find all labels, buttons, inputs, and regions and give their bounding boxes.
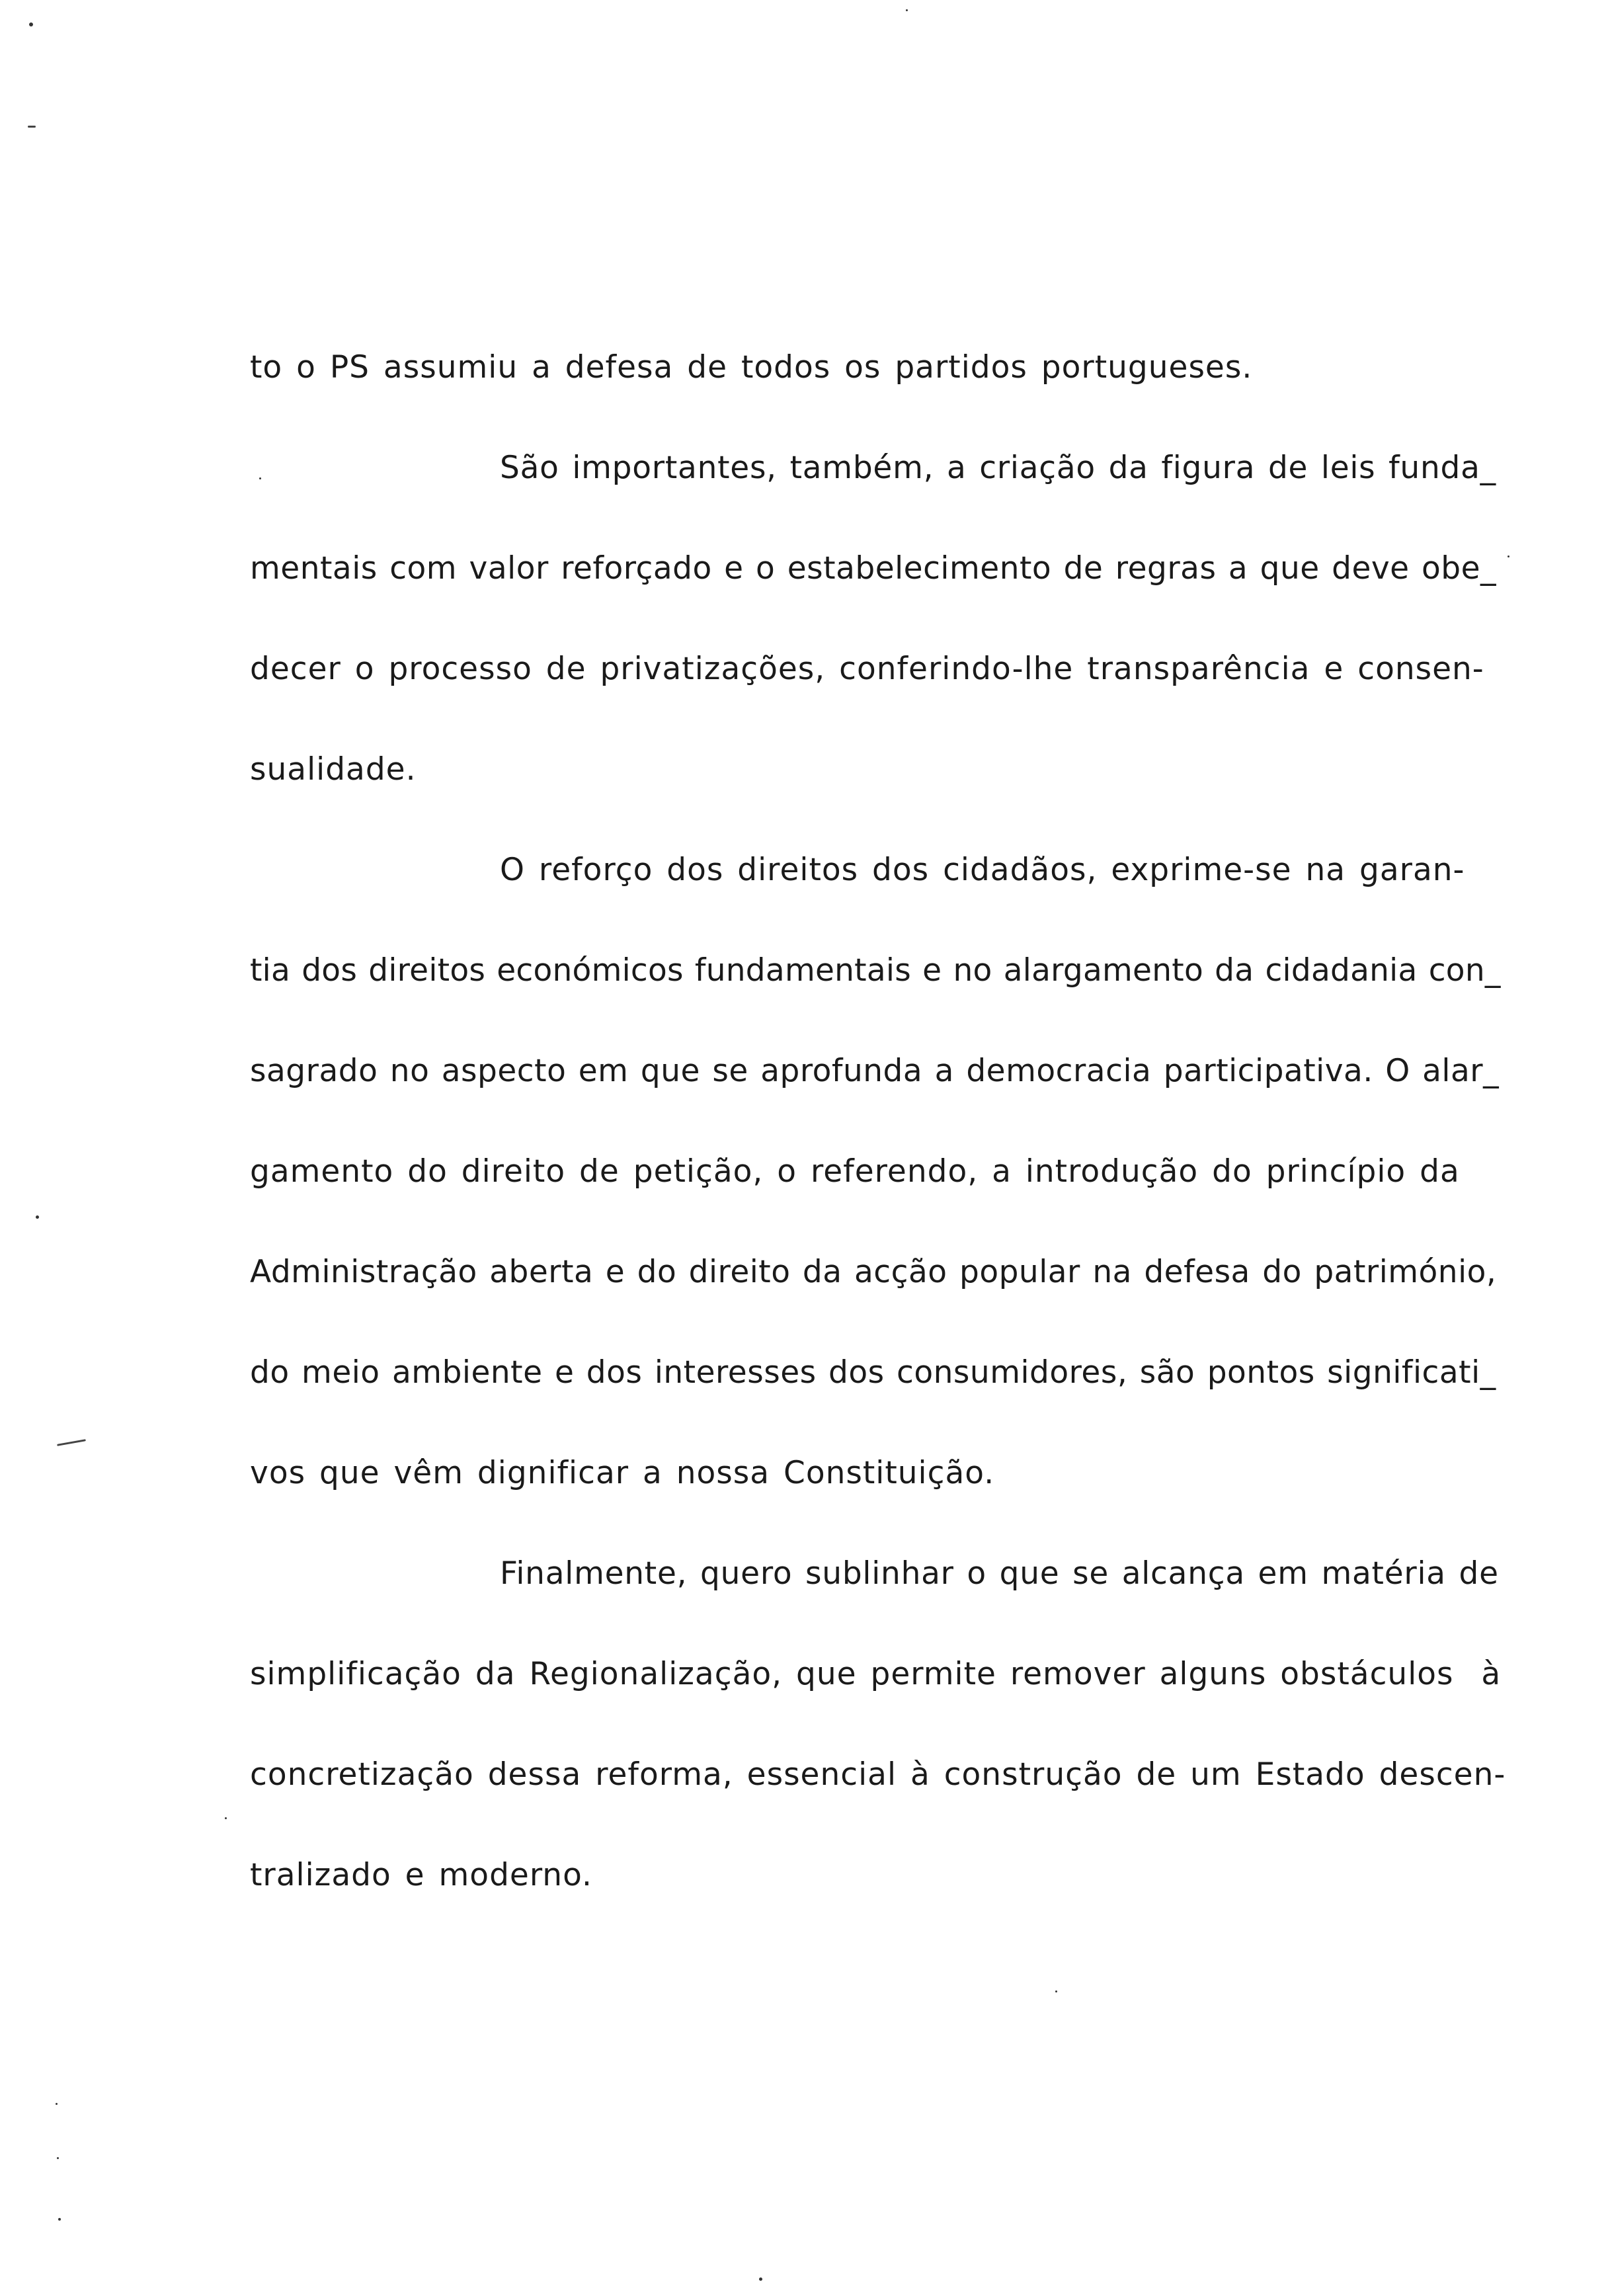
text-line: sualidade. xyxy=(250,751,417,788)
text-line: São importantes, também, a criação da figura de leis funda_ xyxy=(500,450,1496,486)
scan-speck xyxy=(225,1817,227,1819)
scan-speck xyxy=(259,477,261,479)
scan-speck xyxy=(58,2218,61,2221)
text-line: concretização dessa reforma, essencial à construção de um Estado descen- xyxy=(250,1756,1506,1793)
scan-speck xyxy=(29,22,33,26)
text-line: gamento do direito de petição, o referendo, a introdução do princípio da xyxy=(250,1153,1460,1190)
text-line: mentais com valor reforçado e o estabelecimento de regras a que deve obe_ xyxy=(250,550,1497,587)
scan-mark xyxy=(57,1439,86,1446)
scan-mark xyxy=(28,126,36,128)
text-line: vos que vêm dignificar a nossa Constituição. xyxy=(250,1455,995,1491)
text-line: tia dos direitos económicos fundamentais e no alargamento da cidadania con_ xyxy=(250,952,1501,989)
text-line: do meio ambiente e dos interesses dos consumidores, são pontos significati_ xyxy=(250,1354,1496,1391)
scan-speck xyxy=(56,2103,58,2105)
text-line: to o PS assumiu a defesa de todos os partidos portugueses. xyxy=(250,349,1253,386)
scan-speck xyxy=(759,2277,762,2281)
scan-speck xyxy=(36,1215,39,1219)
scan-speck xyxy=(906,9,908,11)
scan-speck xyxy=(1508,555,1509,557)
text-line: tralizado e moderno. xyxy=(250,1857,592,1893)
text-line: Administração aberta e do direito da acção popular na defesa do património, xyxy=(250,1254,1497,1290)
text-line: decer o processo de privatizações, conferindo-lhe transparência e consen- xyxy=(250,651,1484,687)
text-line: sagrado no aspecto em que se aprofunda a democracia participativa. O alar_ xyxy=(250,1053,1500,1089)
scan-speck xyxy=(1055,1990,1057,1992)
text-line: O reforço dos direitos dos cidadãos, exprime-se na garan- xyxy=(500,852,1465,888)
text-line: simplificação da Regionalização, que permite remover alguns obstáculos à xyxy=(250,1656,1502,1692)
scan-speck xyxy=(57,2157,59,2159)
text-line: Finalmente, quero sublinhar o que se alcança em matéria de xyxy=(500,1555,1499,1592)
